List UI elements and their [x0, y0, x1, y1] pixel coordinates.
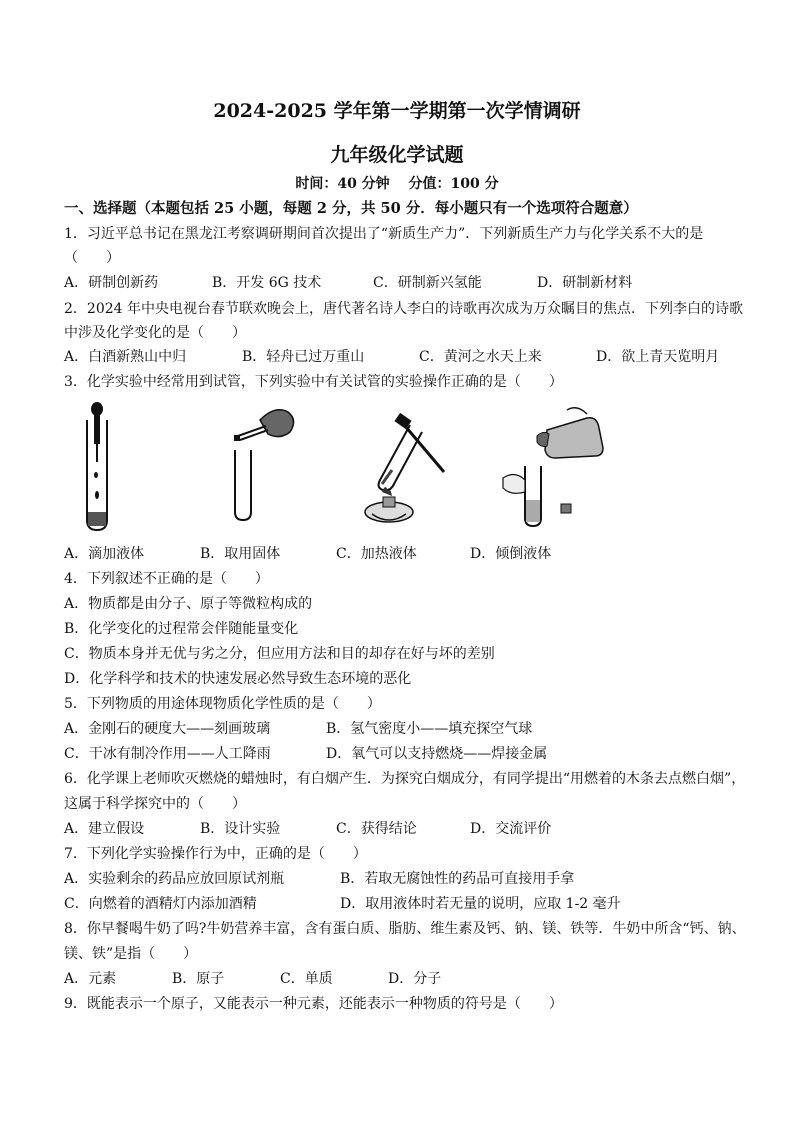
q2-option-b: B．轻舟已过万重山 [242, 349, 365, 365]
q2-option-a: A．白酒新熟山中归 [64, 349, 187, 365]
q7-option-c: C．向燃着的酒精灯内添加酒精 [64, 896, 257, 912]
q2-option-d: D．欲上青天览明月 [596, 349, 720, 365]
q5-option-c: C．干冰有制冷作用——人工降雨 [64, 746, 271, 762]
q6-option-a: A．建立假设 [64, 821, 145, 837]
q8-option-c: C．单质 [280, 971, 333, 987]
solid-reagent-figure [220, 400, 310, 525]
q7-option-d: D．取用液体时若无量的说明，应取 1-2 毫升 [340, 896, 621, 912]
q3-stem: 3．化学实验中经常用到试管，下列实验中有关试管的实验操作正确的是（ ） [64, 374, 563, 390]
q4-option-a: A．物质都是由分子、原子等微粒构成的 [64, 596, 313, 612]
q3-option-c: C．加热液体 [336, 546, 417, 562]
q8-stem-line1: 8．你早餐喝牛奶了吗?牛奶营养丰富，含有蛋白质、脂肪、维生素及钙、钠、镁、铁等．牛奶中所含“钙、钠、 [64, 921, 746, 937]
q6-stem-line1: 6．化学课上老师吹灭燃烧的蜡烛时，有白烟产生．为探究白烟成分，有同学提出“用燃着的木条去点燃白烟”， [64, 771, 746, 787]
exam-title: 2024-2025 学年第一学期第一次学情调研 [213, 100, 581, 122]
q8-option-d: D．分子 [388, 971, 442, 987]
q1-stem-line1: 1．习近平总书记在黑龙江考察调研期间首次提出了“新质生产力”．下列新质生产力与化学关系不大的是 [64, 226, 704, 242]
q1-option-a: A．研制创新药 [64, 275, 159, 291]
q3-option-b: B．取用固体 [200, 546, 281, 562]
q3-option-d: D．倾倒液体 [470, 546, 552, 562]
section-heading: 一、选择题（本题包括 25 小题，每题 2 分，共 50 分．每小题只有一个选项符合题意） [64, 200, 638, 217]
q5-stem: 5．下列物质的用途体现物质化学性质的是（ ） [64, 696, 381, 712]
q1-option-d: D．研制新材料 [537, 275, 633, 291]
q7-stem: 7．下列化学实验操作行为中，正确的是（ ） [64, 846, 367, 862]
q7-option-b: B．若取无腐蚀性的药品可直接用手拿 [340, 871, 575, 887]
heating-liquid-figure [352, 400, 452, 530]
q4-option-d: D．化学科学和技术的快速发展必然导致生态环境的恶化 [64, 671, 412, 687]
q2-option-c: C．黄河之水天上来 [419, 349, 542, 365]
q9-stem: 9．既能表示一个原子，又能表示一种元素，还能表示一种物质的符号是（ ） [64, 996, 563, 1012]
exam-meta: 时间：40 分钟 分值：100 分 [295, 176, 499, 192]
q5-option-a: A．金刚石的硬度大——刻画玻璃 [64, 721, 271, 737]
q2-stem-line2: 中涉及化学变化的是（ ） [64, 325, 246, 341]
q7-option-a: A．实验剩余的药品应放回原试剂瓶 [64, 871, 285, 887]
q6-stem-line2: 这属于科学探究中的（ ） [64, 796, 246, 812]
exam-subtitle: 九年级化学试题 [330, 144, 464, 166]
q5-option-d: D．氧气可以支持燃烧——焊接金属 [326, 746, 548, 762]
q3-option-a: A．滴加液体 [64, 546, 145, 562]
q4-stem: 4．下列叙述不正确的是（ ） [64, 571, 269, 587]
q1-option-c: C．研制新兴氢能 [373, 275, 482, 291]
q2-stem-line1: 2．2024 年中央电视台春节联欢晚会上，唐代著名诗人李白的诗歌再次成为万众瞩目的焦点．下列李白的诗歌 [64, 301, 743, 317]
q8-option-b: B．原子 [172, 971, 225, 987]
q4-option-c: C．物质本身并无优与劣之分，但应用方法和目的却存在好与坏的差别 [64, 646, 495, 662]
pouring-liquid-figure [497, 400, 607, 530]
q6-option-c: C．获得结论 [336, 821, 417, 837]
q1-option-b: B．开发 6G 技术 [212, 275, 322, 291]
q8-option-a: A．元素 [64, 971, 117, 987]
q8-stem-line2: 镁、铁”是指（ ） [64, 946, 198, 962]
q5-option-b: B．氢气密度小——填充探空气球 [326, 721, 533, 737]
q4-option-b: B．化学变化的过程常会伴随能量变化 [64, 621, 299, 637]
q6-option-b: B．设计实验 [200, 821, 281, 837]
dropper-test-tube-figure [70, 400, 130, 535]
q1-stem-line2: （ ） [64, 250, 120, 266]
q6-option-d: D．交流评价 [470, 821, 552, 837]
